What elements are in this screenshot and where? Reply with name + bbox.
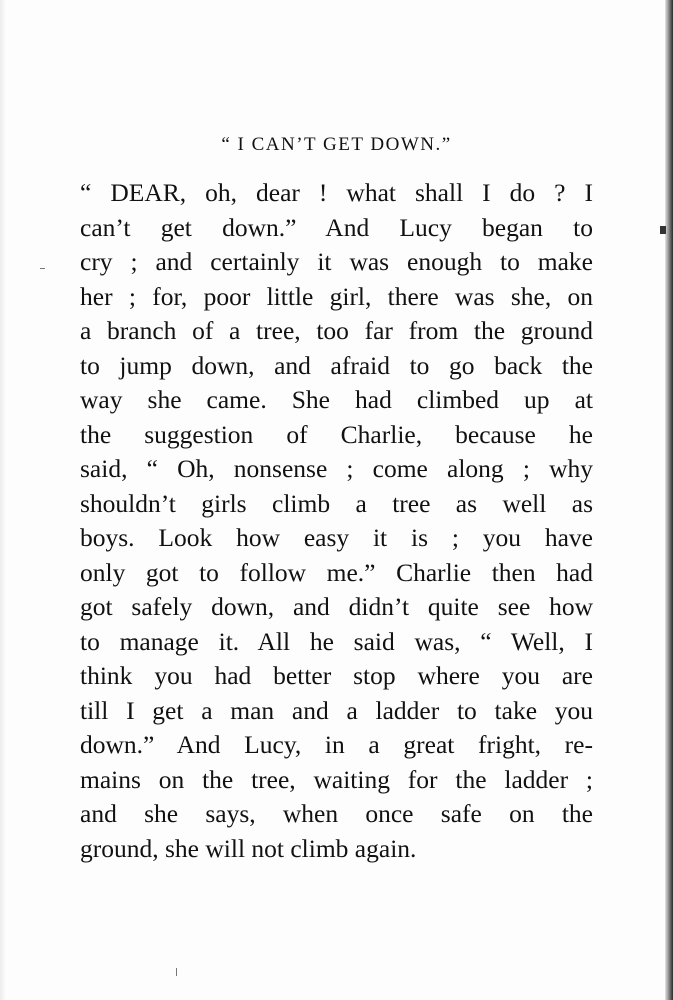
text-line: down.” And Lucy, in a great fright, re- xyxy=(80,730,593,759)
text-line: cry ; and certainly it was enough to make xyxy=(80,247,593,276)
text-line: boys. Look how easy it is ; you have xyxy=(80,523,593,552)
text-line: to jump down, and afraid to go back the xyxy=(80,350,593,380)
text-line: can’t get down.” And Lucy began to xyxy=(80,212,593,242)
text-line: ground, she will not climb again. xyxy=(80,833,417,863)
text-line: a branch of a tree, too far from the ground xyxy=(80,316,593,345)
scan-speck xyxy=(176,968,177,976)
running-head: “ I CAN’T GET DOWN.” xyxy=(221,134,452,155)
text-line: “ DEAR, oh, dear ! what shall I do ? I xyxy=(80,178,593,207)
text-line: said, “ Oh, nonsense ; come along ; why xyxy=(80,454,593,483)
text-line: to manage it. All he said was, “ Well, I xyxy=(80,626,593,656)
text-line: got safely down, and didn’t quite see how xyxy=(80,592,593,621)
text-line: shouldn’t girls climb a tree as well as xyxy=(80,488,593,518)
body-paragraph xyxy=(80,176,593,866)
scan-speck xyxy=(40,268,45,269)
text-line: and she says, when once safe on the xyxy=(80,799,593,828)
text-line: mains on the tree, waiting for the ladder ; xyxy=(80,764,593,794)
text-line: only got to follow me.” Charlie then had xyxy=(80,557,593,587)
text-line: think you had better stop where you are xyxy=(80,661,593,690)
text-line: the suggestion of Charlie, because he xyxy=(80,419,593,449)
scan-speck xyxy=(660,226,666,234)
text-line: till I get a man and a ladder to take you xyxy=(80,695,593,725)
text-line: her ; for, poor little girl, there was she, on xyxy=(80,281,593,311)
text-line: way she came. She had climbed up at xyxy=(80,385,593,414)
